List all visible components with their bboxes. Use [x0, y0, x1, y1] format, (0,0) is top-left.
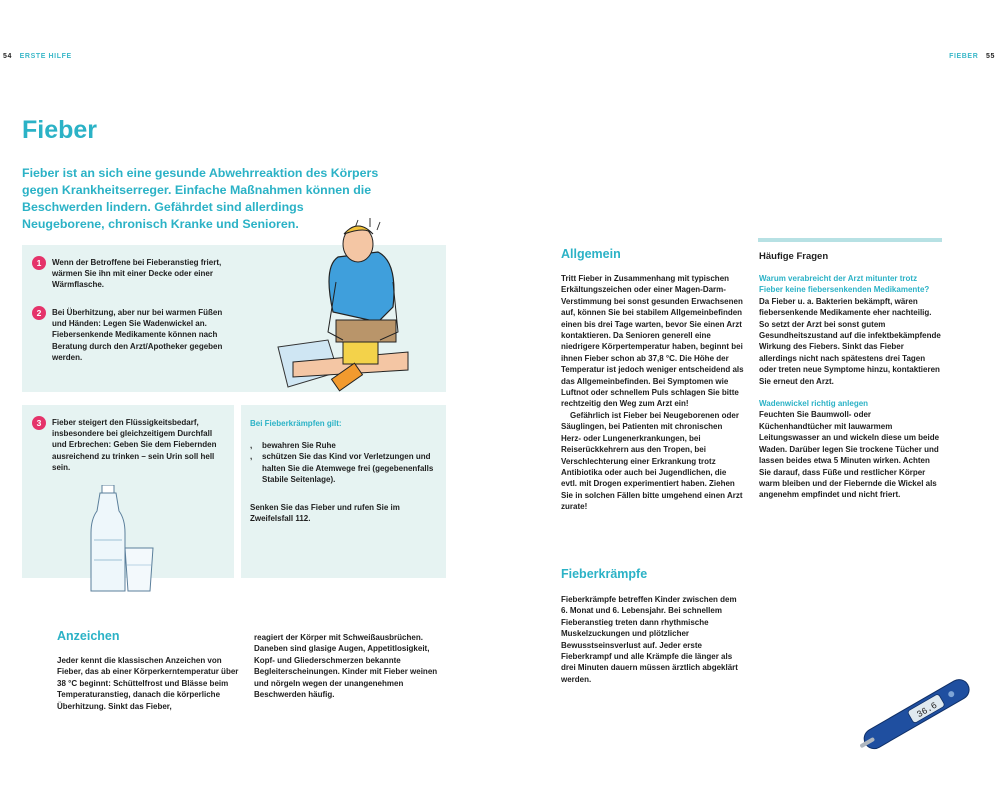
thermometer-display-text: 36.6 [915, 700, 940, 721]
faq-question-1: Warum verabreicht der Arzt mitunter trotz Fieber keine fiebersenkenden Medikamente? [759, 274, 930, 295]
page-number-left: 54 [3, 53, 12, 60]
fieberkraempfe-heading: Fieberkrämpfe [561, 567, 648, 581]
cramps-box-heading: Bei Fieberkrämpfen gilt: [250, 419, 342, 428]
anzeichen-text-col1: Jeder kennt die klassischen Anzeichen von Fieber, das ab einer Körperkerntemperatur über 38 °C beginnt: Schüttelfrost und Blässe beim Temperaturanstieg, danach die körperliche Überhitzung. Sinkt das Fieber, [57, 656, 239, 711]
step-text: Fieber steigert den Flüssigkeitsbedarf, insbesondere bei gleichzeitigem Durchfall und Erbrechen: Geben Sie dem Fiebernden ausreichend zu trinken – sein Urin soll hell sein. [52, 418, 217, 472]
anzeichen-text-col2: reagiert der Körper mit Schweißausbrüchen. Daneben sind glasige Augen, Appetitlosigkeit, Kopf- und Gliederschmerzen bekannte Begleiterscheinungen. Kinder mit Fieber weinen und nörgeln wegen der unangenehmen Beschwerden häufig. [254, 633, 438, 700]
thermometer-illustration [850, 672, 982, 750]
page-title: Fieber [22, 116, 98, 144]
fieberkraempfe-text: Fieberkrämpfe betreffen Kinder zwischen dem 6. Monat und 6. Lebensjahr. Bei schnellem Fieberanstieg treten dann rhythmische Muskelzuckungen und plötzlicher Bewusstseinsverlust auf. Jeder erste Fieberkrampf und alle Krämpfe die länger als drei Minuten dauern müssen ärztlich abgeklärt werden. [561, 595, 738, 684]
step-2 [36, 307, 230, 363]
step-text: Bei Überhitzung, aber nur bei warmen Füßen und Händen: Legen Sie Wadenwickel an. Fiebersenkende Medikamente können nach Beratung durch den Arzt/Apotheker gegeben werden. [52, 308, 223, 362]
allgemein-heading: Allgemein [561, 247, 621, 261]
lead-paragraph: Fieber ist an sich eine gesunde Abwehrreaktion des Körpers gegen Krankheitserreger. Einfache Maßnahmen können die Beschwerden lindern. Gefährdet sind allerdings Neugeborene, chronisch Kranke und Senioren. [22, 166, 379, 231]
faq-answer-1: Da Fieber u. a. Bakterien bekämpft, wären fiebersenkende Medikamente eher nachteilig. So setzt der Arzt bei sonst gutem Gesundheitszustand auf die infektbekämpfende Wirkung des Fiebers. Sinkt das Fieber allerdings nicht nach spätestens drei Tagen oder treten neue Symptome hinzu, kontaktieren Sie erneut den Arzt. [759, 296, 941, 386]
step-3 [36, 417, 222, 473]
section-label-left: ERSTE HILFE [19, 53, 72, 60]
page-number-right: 55 [986, 53, 995, 60]
faq-answer-2: Feuchten Sie Baumwoll- oder Küchenhandtücher mit lauwarmem Leitungswasser an und wickeln diese um beide Waden. Darüber legen Sie trockene Tücher und lassen beides etwa 5 Minuten wirken. Achten Sie darauf, dass Füße und restlicher Körper warm bleiben und der Fiebernde die Wickel als angenehm empfindet und nicht friert. [759, 410, 940, 500]
faq-top-rule [758, 238, 942, 242]
cramps-bullet-list [250, 440, 440, 486]
bullet-mark: , [250, 441, 253, 450]
anzeichen-heading: Anzeichen [57, 629, 120, 643]
faq-content [759, 273, 943, 501]
allgemein-text [561, 273, 744, 513]
allgemein-paragraph-1: Tritt Fieber in Zusammenhang mit typischen Erkältungszeichen oder einer Magen-Darm-Verstimmung bei sonst gesunden Erwachsenen auf, können Sie bei stabilem Allgemeinbefinden einen bis drei Tage warten, bevor Sie einen Arzt kontaktieren. Da Senioren generell eine niedrigere Körpertemperatur haben, beginnt bei ihnen Fieber schon ab 37,8 °C. Die Höhe der Temperatur ist jedoch weniger entscheidend als das Allgemeinbefinden. Bei Symptomen wie Luftnot oder schnellem Puls schlagen Sie bitte rechtzeitig den Weg zum Arzt ein! [561, 274, 744, 409]
bullet-mark: , [250, 452, 253, 462]
bullet-text: schützen Sie das Kind vor Verletzungen und halten Sie die Atemwege frei (gegebenenfalls Stabile Seitenlage). [262, 452, 434, 485]
allgemein-paragraph-2: Gefährlich ist Fieber bei Neugeborenen oder Säuglingen, bei Patienten mit chronischen Herz- oder Lungenerkrankungen, bei Reiserückkehrern aus den Tropen, bei Verschlechterung einer Erkrankung trotz Antibiotika oder auch bei Jugendlichen, die evtl. mit Drogen experimentiert haben. Ziehen Sie in solchen Fällen bitte umgehend einen Arzt zurate! [561, 410, 743, 512]
cramps-bullet-item [250, 451, 440, 485]
faq-question-2: Wadenwickel richtig anlegen [759, 399, 869, 409]
cramps-bullet-item [250, 440, 440, 451]
cramps-box-closing: Senken Sie das Fieber und rufen Sie im Zweifelsfall 112. [250, 503, 400, 524]
faq-heading: Häufige Fragen [759, 251, 829, 262]
section-label-right: FIEBER [949, 53, 979, 60]
step-number-badge: 2 [32, 306, 46, 320]
bullet-text: bewahren Sie Ruhe [262, 441, 336, 450]
running-header-right [949, 53, 995, 60]
calf-wrap-illustration [258, 212, 448, 402]
step-text: Wenn der Betroffene bei Fieberanstieg friert, wärmen Sie ihn mit einer Decke oder einer Wärmflasche. [52, 258, 222, 290]
step-number-badge: 1 [32, 256, 46, 270]
step-1 [36, 257, 227, 291]
cramps-info-box [241, 405, 446, 578]
running-header-left [3, 53, 72, 60]
water-bottle-glass-illustration [85, 485, 165, 595]
step-number-badge: 3 [32, 416, 46, 430]
